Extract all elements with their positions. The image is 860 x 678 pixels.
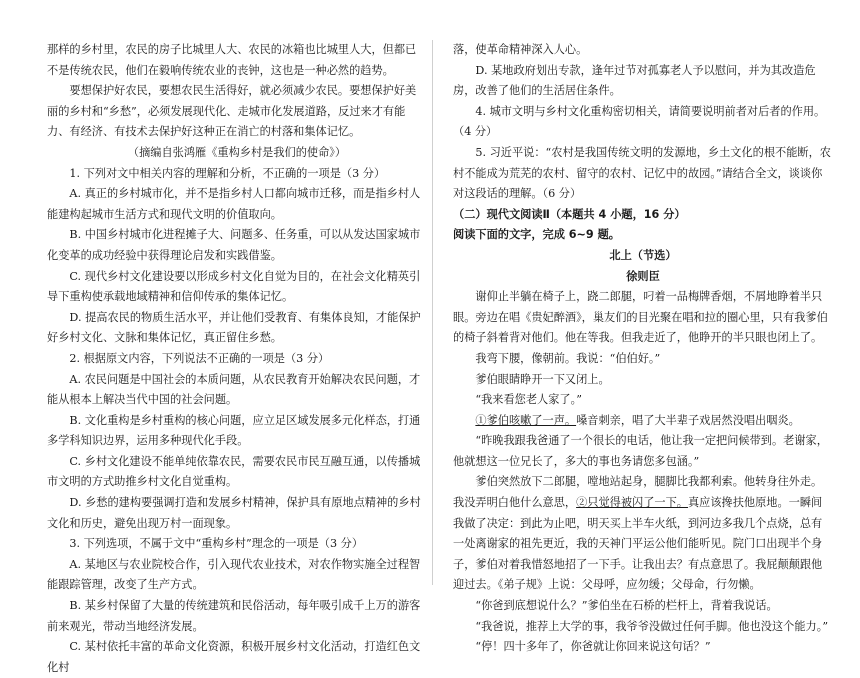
option-2b: B. 文化重构是乡村重构的核心问题，应立足区域发展多元化样态，打通多学科知识边界，运用多种现代化手段。 bbox=[47, 413, 421, 448]
option-1b: B. 中国乡村城市化进程摊子大、问题多、任务重，可以从发达国家城市化变革的成功经验中获得理论启发和实践借鉴。 bbox=[47, 228, 421, 262]
option-2c: C. 乡村文化建设不能单纯依靠农民，需要农民市民互融互通，以传播城市文明的方式助推乡村文化自觉重构。 bbox=[47, 454, 421, 489]
question-1: 1. 下列对文中相关内容的理解和分析，不正确的一项是（3 分） bbox=[69, 166, 386, 180]
story-paragraph: 我弯下腰，像朝前。我说：“伯伯好。” bbox=[475, 351, 661, 365]
question-2: 2. 根据原文内容，下列说法不正确的一项是（3 分） bbox=[69, 351, 330, 365]
instruction: 阅读下面的文字，完成 6~9 题。 bbox=[453, 228, 620, 242]
story-paragraph: 谢仰止半躺在椅子上，跷二郎腿，叼着一品梅牌香烟，不屑地睁着半只眼。旁边在唱《贵妃醉酒》，巢友们的目光聚在唱和拉的圈心里，只有我爹伯的椅子斜着背对他们。他在等我。但我走近了，他睁开的半只眼也闭上了。 bbox=[453, 290, 828, 345]
story-paragraph: “我来看您老人家了。” bbox=[475, 393, 582, 407]
story-title: 北上（节选） bbox=[609, 248, 677, 262]
story-paragraph: “昨晚我跟我爸通了一个很长的电话，他让我一定把问候带到。老谢家，他就想这一位兄长了，多大的事也务请您多包涵。” bbox=[453, 434, 828, 468]
paragraph: 要想保护好农民，要想农民生活得好，就必须减少农民。要想保护好美丽的乡村和“乡愁”，必须发展现代化、走城市化发展道路，反过来才有能力、有经济、有技术去保护好这种正在消亡的村落和集体记忆。 bbox=[47, 84, 417, 139]
right-column bbox=[453, 40, 833, 658]
paragraph: 落，使革命精神深入人心。 bbox=[453, 43, 588, 56]
option-1d: D. 提高农民的物质生活水平，并让他们受教育、有集体良知，才能保护好乡村文化、文脉和集体记忆，真正留住乡愁。 bbox=[47, 310, 421, 345]
sentence: 真应该搀扶他原地。一瞬间我做了决定：到此为止吧，明天买上半车火纸，到河边多我几个点烧，总有一处离谢家的祖先更近，我的天神门平运公他们能听见。院门口出现半个身子，爹伯对着我惜怒地招了一下手。让我出去？有点意思了。我屁颠颠跟他迎过去。《弟子规》上说：父母呼，应勿缓；父母命，行勿懒。 bbox=[453, 496, 823, 592]
option-3d: D. 某地政府划出专款，逢年过节对孤寡老人予以慰问，并为其改造危房，改善了他们的生活居住条件。 bbox=[453, 63, 816, 98]
option-1a: A. 真正的乡村城市化，并不是指乡村人口都向城市迁移，而是指乡村人能建构起城市生活方式和现代文明的价值取向。 bbox=[47, 187, 421, 221]
option-3c: C. 某村依托丰富的革命文化资源，积极开展乡村文化活动，打造红色文化村 bbox=[47, 640, 421, 674]
story-paragraph: “停！四十多年了，你爸就让你回来说这句话？” bbox=[475, 640, 711, 654]
option-3b: B. 某乡村保留了大量的传统建筑和民俗活动，每年吸引成千上万的游客前来观光，带动当地经济发展。 bbox=[47, 599, 421, 633]
story-author: 徐则臣 bbox=[626, 269, 660, 283]
question-5: 5. 习近平说：“农村是我国传统文明的发源地，乡土文化的根不能断，农村不能成为荒芜的农村、留守的农村、记忆中的故园。”请结合全文，谈谈你对这段话的理解。（6 分） bbox=[453, 145, 831, 201]
sentence: 爹伯突然放下二郎腿，嘡地站起身，腿脚比我都利索。他转身往外走。我没弄明白他什么意思， bbox=[453, 475, 823, 510]
question-4: 4. 城市文明与乡村文化重构密切相关，请简要说明前者对后者的作用。（4 分） bbox=[453, 104, 826, 139]
underlined-sentence-2: ②只觉得被闪了一下。 bbox=[576, 496, 688, 510]
underlined-sentence-1: ①爹伯咳嗽了一声。 bbox=[475, 413, 577, 427]
story-paragraph: “你爸到底想说什么？”爹伯坐在石桥的栏杆上，背着我说话。 bbox=[475, 599, 778, 613]
story-paragraph: 爹伯眼睛睁开一下又闭上。 bbox=[475, 372, 610, 386]
option-1c: C. 现代乡村文化建设要以形成乡村文化自觉为目的，在社会文化精英引导下重构使承载地域精神和信仰传承的集体记忆。 bbox=[47, 269, 421, 304]
source-citation: （摘编自张鸿雁《重构乡村是我们的使命》） bbox=[127, 145, 347, 159]
option-2d: D. 乡愁的建构要强调打造和发展乡村精神，保护具有原地点精神的乡村文化和历史，避免出现万村一面现象。 bbox=[47, 496, 421, 530]
left-column bbox=[47, 40, 427, 678]
question-3: 3. 下列选项，不属于文中“重构乡村”理念的一项是（3 分） bbox=[69, 537, 364, 551]
paragraph: 那样的乡村里，农民的房子比城里人大、农民的冰箱也比城里人大，但都已不是传统农民，他们在毅响传统农业的丧钟，这也是一种必然的趋势。 bbox=[47, 43, 417, 77]
option-3a: A. 某地区与农业院校合作，引入现代农业技术，对农作物实施全过程智能跟踪管理，改变了生产方式。 bbox=[47, 557, 421, 592]
option-2a: A. 农民问题是中国社会的本质问题，从农民教育开始解决农民问题，才能从根本上解决当代中国的社会问题。 bbox=[47, 372, 421, 407]
sentence: 嗓音刺亲，唱了大半辈子戏居然没唱出咽炎。 bbox=[576, 413, 800, 427]
story-paragraph: “我爸说，推荐上大学的事，我爷爷没做过任何手脚。他也没这个能力。” bbox=[475, 619, 829, 633]
story-paragraph bbox=[453, 411, 833, 432]
column-divider bbox=[432, 40, 433, 585]
story-paragraph bbox=[453, 472, 833, 596]
section-heading: （二）现代文阅读Ⅱ（本题共 4 小题，16 分） bbox=[453, 207, 686, 221]
